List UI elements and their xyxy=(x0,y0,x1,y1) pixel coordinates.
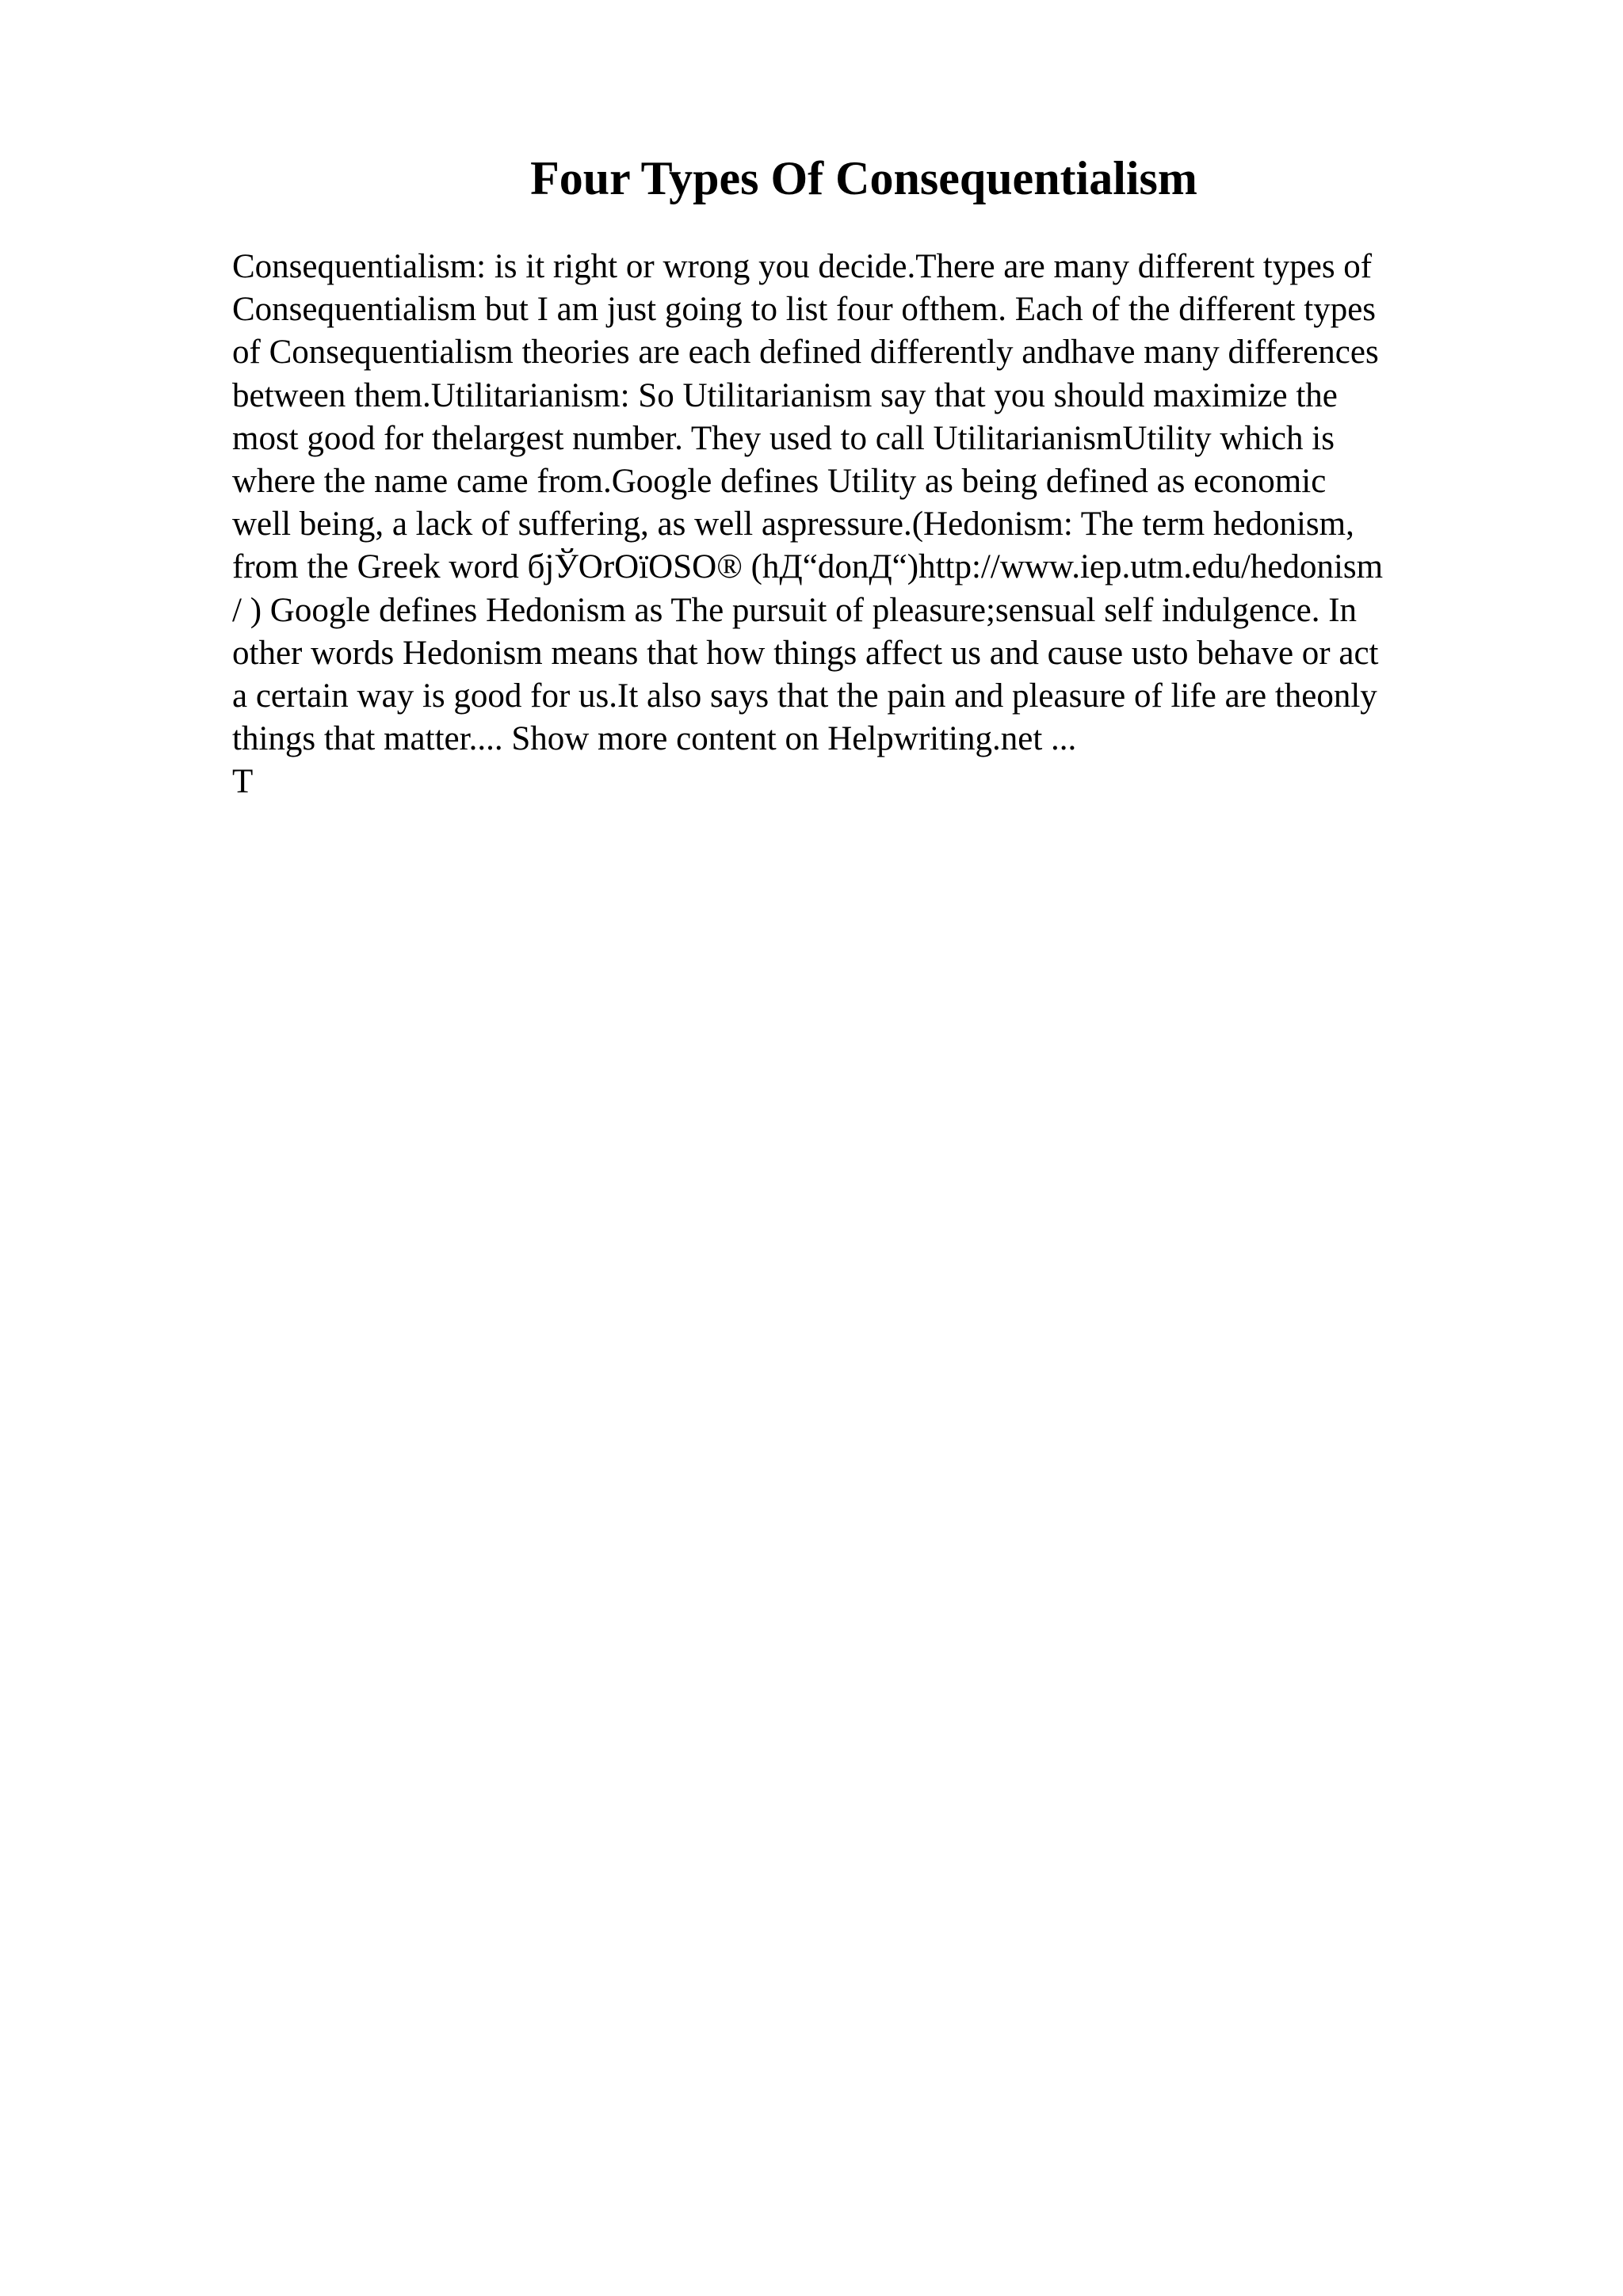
body-line: things that matter.... Show more content on Helpwriting.net ... xyxy=(232,720,1077,758)
body-line: Consequentialism but I am just going to list four ofthem. Each of the different types xyxy=(232,291,1377,329)
body-line: well being, a lack of suffering, as well aspressure.(Hedonism: The term hedonism, xyxy=(232,505,1354,543)
body-line: between them.Utilitarianism: So Utilitarianism say that you should maximize the xyxy=(232,376,1338,414)
body-line: other words Hedonism means that how things affect us and cause usto behave or act xyxy=(232,634,1379,672)
body-line: Consequentialism: is it right or wrong you decide.There are many different types of xyxy=(232,248,1373,285)
body-line: / ) Google defines Hedonism as The pursuit of pleasure;sensual self indulgence. In xyxy=(232,591,1358,629)
body-line: of Consequentialism theories are each defined differently andhave many differences xyxy=(232,334,1379,372)
body-line: from the Greek word бјЎOrOїOSO® (hД“donД“)http://www.iep.utm.edu/hedonism xyxy=(232,548,1384,586)
document-body xyxy=(232,246,1500,804)
body-line: a certain way is good for us.It also says that the pain and pleasure of life are theonly xyxy=(232,677,1377,715)
body-line: most good for thelargest number. They used to call UtilitarianismUtility which is xyxy=(232,419,1335,457)
body-line: T xyxy=(232,763,254,801)
body-line: where the name came from.Google defines Utility as being defined as economic xyxy=(232,463,1327,501)
document-title: Four Types Of Consequentialism xyxy=(530,152,1197,204)
